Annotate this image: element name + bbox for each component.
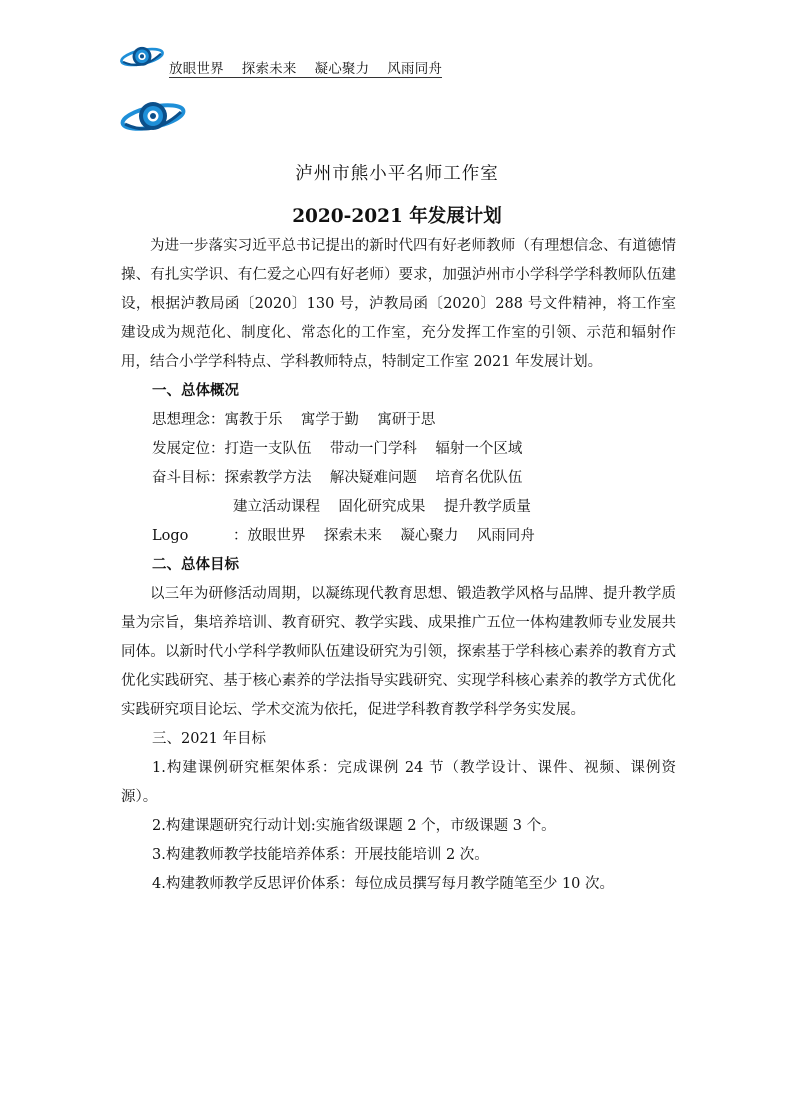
overview-key: 思想理念： <box>152 412 225 428</box>
goal-item: 3.构建教师教学技能培养体系：开展技能培训 2 次。 <box>152 847 489 863</box>
studio-logo-icon <box>119 40 165 74</box>
logo-value: ：放眼世界 探索未来 凝心聚力 风雨同舟 <box>233 528 535 544</box>
overview-key: 奋斗目标： <box>152 470 225 486</box>
overview-row <box>121 435 676 464</box>
overview-value: 探索教学方法 解决疑难问题 培育名优队伍 <box>224 470 523 486</box>
overview-value: 寓教于乐 寓学于勤 寓研于思 <box>224 412 436 428</box>
section1-heading: 一、总体概况 <box>152 383 239 399</box>
section3-heading: 三、2021 年目标 <box>152 731 267 747</box>
overview-key: 发展定位： <box>152 441 225 457</box>
goal-item: 2.构建课题研究行动计划:实施省级课题 2 个，市级课题 3 个。 <box>152 818 556 834</box>
logo-row <box>121 522 676 551</box>
logo-key: Logo <box>152 528 189 544</box>
overview-row <box>121 406 676 435</box>
intro-paragraph: 为进一步落实习近平总书记提出的新时代四有好老师教师（有理想信念、有道德情操、有扎实学识、有仁爱之心四有好老师）要求，加强泸州市小学科学学科教师队伍建设，根据泸教局函〔2020〕130 号，泸教局函〔2020〕288 号文件精神，将工作室建设成为规范化、制度化、常态化的工作室，充分发挥工作室的引领、示范和辐射作用，结合小学学科特点、学科教师特点，特制定工作室 2021 年发展计划。 <box>121 238 676 370</box>
document-body <box>121 232 676 899</box>
goal-item: 1.构建课例研究框架体系：完成课例 24 节（教学设计、课件、视频、课例资源）。 <box>121 760 676 805</box>
org-name: 泸州市熊小平名师工作室 <box>295 164 499 184</box>
goal-line-2: 建立活动课程 固化研究成果 提升教学质量 <box>233 499 531 515</box>
section2-heading: 二、总体目标 <box>152 557 239 573</box>
overview-row <box>121 464 676 493</box>
section2-paragraph: 以三年为研修活动周期，以凝练现代教育思想、锻造教学风格与品牌、提升教学质量为宗旨，集培养培训、教育研究、教学实践、成果推广五位一体构建教师专业发展共同体。以新时代小学科学教师队伍建设研究为引领，探索基于学科核心素养的教育方式优化实践研究、基于核心素养的学法指导实践研究、实现学科核心素养的教学方式优化实践研究项目论坛、学术交流为依托，促进学科教育教学科学务实发展。 <box>121 586 676 718</box>
overview-value: 打造一支队伍 带动一门学科 辐射一个区域 <box>224 441 523 457</box>
header-slogan: 放眼世界 探索未来 凝心聚力 风雨同舟 <box>169 61 443 77</box>
goal-item: 4.构建教师教学反思评价体系：每位成员撰写每月教学随笔至少 10 次。 <box>152 876 615 892</box>
plan-title: 2020-2021 年发展计划 <box>292 206 502 227</box>
studio-logo-large-icon <box>119 94 187 140</box>
